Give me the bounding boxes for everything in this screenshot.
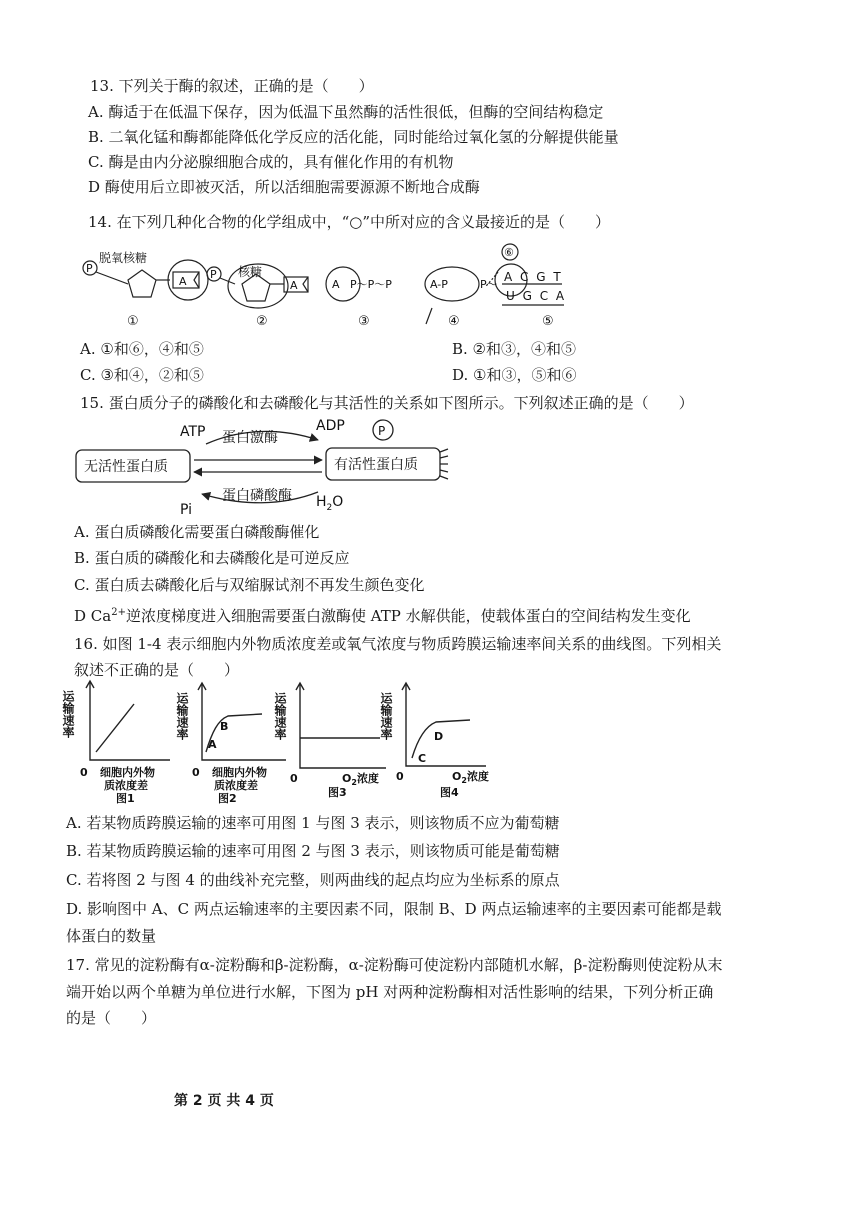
q16-point-a: A bbox=[208, 738, 217, 751]
q14-option-a: A. ①和⑥，④和⑤ bbox=[80, 340, 204, 358]
q14-dna-strand: A C G T bbox=[504, 270, 563, 284]
q15-option-a: A. 蛋白质磷酸化需要蛋白磷酸酶催化 bbox=[74, 523, 320, 541]
q14-atp-a: A bbox=[332, 278, 340, 291]
q14-option-b: B. ②和③，④和⑤ bbox=[452, 340, 577, 358]
q15-stem: 15. 蛋白质分子的磷酸化和去磷酸化与其活性的关系如下图所示。下列叙述正确的是（ ） bbox=[80, 394, 694, 412]
q14-stem: 14. 在下列几种化合物的化学组成中，“○”中所对应的含义最接近的是（ ） bbox=[88, 213, 611, 231]
q16-origin-1: 0 bbox=[80, 766, 88, 779]
q15-phosphorylation-figure bbox=[72, 414, 462, 518]
q14-formula4: A-P bbox=[430, 278, 448, 291]
q15-adp: ADP bbox=[316, 418, 345, 434]
page-footer: 第 2 页 共 4 页 bbox=[174, 1093, 274, 1109]
q16-fig4: 图4 bbox=[440, 786, 459, 799]
q16-origin-4: 0 bbox=[396, 770, 404, 783]
q16-fig2: 图2 bbox=[218, 792, 237, 805]
q15-active-protein: 有活性蛋白质 bbox=[334, 457, 418, 473]
q14-base-a1: A bbox=[179, 275, 187, 288]
q14-rna-strand: U G C A bbox=[506, 289, 567, 303]
q15-option-b: B. 蛋白质的磷酸化和去磷酸化是可逆反应 bbox=[74, 549, 350, 567]
q16-option-c: C. 若将图 2 与图 4 的曲线补充完整，则两曲线的起点均应为坐标系的原点 bbox=[66, 871, 560, 889]
q15-p: P bbox=[378, 424, 386, 438]
q16-option-a: A. 若某物质跨膜运输的速率可用图 1 与图 3 表示，则该物质不应为葡萄糖 bbox=[66, 814, 560, 832]
q16-origin-2: 0 bbox=[192, 766, 200, 779]
q16-option-b: B. 若某物质跨膜运输的速率可用图 2 与图 3 表示，则该物质可能是葡萄糖 bbox=[66, 842, 560, 860]
q15-phosphatase: 蛋白磷酸酶 bbox=[222, 488, 292, 504]
q15-atp: ATP bbox=[180, 424, 206, 440]
q14-label-3: ③ bbox=[358, 314, 370, 329]
q14-label-5: ⑤ bbox=[542, 314, 554, 329]
q13-stem: 13. 下列关于酶的叙述，正确的是（ ） bbox=[90, 77, 374, 95]
q16-graphs bbox=[61, 678, 506, 808]
q16-xlabel-2b: 质浓度差 bbox=[214, 779, 258, 792]
q16-origin-3: 0 bbox=[290, 772, 298, 785]
q16-xlabel-4: $O_2$浓度 bbox=[452, 770, 489, 785]
q14-option-c: C. ③和④，②和⑤ bbox=[80, 366, 204, 384]
q16-ylabel-4: 运输速率 bbox=[379, 692, 393, 740]
q14-structure-figure bbox=[70, 232, 590, 338]
q14-atp-formula: P～P～P bbox=[350, 278, 392, 291]
q14-num6: ⑥ bbox=[504, 246, 514, 259]
q16-point-c: C bbox=[418, 752, 427, 765]
q13-option-d: D 酶使用后立即被灭活，所以活细胞需要源源不断地合成酶 bbox=[88, 178, 480, 196]
q16-fig1: 图1 bbox=[116, 792, 135, 805]
q16-option-d: D. 影响图中 A、C 两点运输速率的主要因素不同，限制 B、D 两点运输速率的主要因素可能都是载 bbox=[66, 900, 722, 918]
q15-kinase: 蛋白激酶 bbox=[222, 430, 278, 446]
q14-label-2: ② bbox=[256, 314, 268, 329]
q15-pi: Pi bbox=[180, 502, 193, 518]
q14-p2: P bbox=[210, 268, 217, 281]
q14-formula4b: P～ bbox=[480, 278, 498, 291]
q14-option-d: D. ①和③，⑤和⑥ bbox=[452, 366, 577, 384]
q15-inactive-protein: 无活性蛋白质 bbox=[84, 459, 168, 475]
q16-point-b: B bbox=[220, 720, 229, 733]
q17-line3: 的是（ ） bbox=[66, 1009, 157, 1027]
q16-xlabel-3: $O_2$浓度 bbox=[342, 772, 379, 787]
q16-stem-line2: 叙述不正确的是（ ） bbox=[74, 661, 240, 679]
q13-option-c: C. 酶是由内分泌腺细胞合成的，具有催化作用的有机物 bbox=[88, 153, 454, 171]
q17-line2: 端开始以两个单糖为单位进行水解，下图为 pH 对两种淀粉酶相对活性影响的结果，下列分析正确 bbox=[66, 983, 714, 1001]
q16-xlabel-2a: 细胞内外物 bbox=[212, 766, 267, 779]
q14-label-1: ① bbox=[127, 314, 139, 329]
q14-label-4: ④ bbox=[448, 314, 460, 329]
q16-ylabel-2: 运输速率 bbox=[175, 692, 189, 740]
q15-option-c: C. 蛋白质去磷酸化后与双缩脲试剂不再发生颜色变化 bbox=[74, 576, 425, 594]
q16-xlabel-1b: 质浓度差 bbox=[104, 779, 148, 792]
q14-ribose-label: 核糖 bbox=[238, 265, 263, 279]
q15-h2o: $H_2O$ bbox=[316, 494, 344, 513]
q16-xlabel-1a: 细胞内外物 bbox=[100, 766, 155, 779]
q14-base-a2: A bbox=[290, 279, 298, 292]
q16-fig3: 图3 bbox=[328, 786, 347, 799]
q16-option-d-cont: 体蛋白的数量 bbox=[66, 927, 157, 945]
q14-p1: P bbox=[86, 262, 93, 275]
q16-ylabel-1: 运输速率 bbox=[61, 690, 75, 738]
q16-stem-line1: 16. 如图 1-4 表示细胞内外物质浓度差或氧气浓度与物质跨膜运输速率间关系的曲线图。下列相关 bbox=[74, 635, 722, 653]
q14-deoxyribose-label: 脱氧核糖 bbox=[99, 251, 148, 265]
q16-point-d: D bbox=[434, 730, 444, 743]
q13-option-b: B. 二氧化锰和酶都能降低化学反应的活化能，同时能给过氧化氢的分解提供能量 bbox=[88, 128, 619, 146]
q15-option-d: D $Ca^{2+}$逆浓度梯度进入细胞需要蛋白激酶使 ATP 水解供能，使载体蛋白的空间结构发生变化 bbox=[74, 607, 691, 625]
q16-ylabel-3: 运输速率 bbox=[273, 692, 287, 740]
q17-line1: 17. 常见的淀粉酶有α-淀粉酶和β-淀粉酶，α-淀粉酶可使淀粉内部随机水解，β-淀粉酶则使淀粉从末 bbox=[66, 956, 723, 974]
q13-option-a: A. 酶适于在低温下保存，因为低温下虽然酶的活性很低，但酶的空间结构稳定 bbox=[88, 103, 604, 121]
